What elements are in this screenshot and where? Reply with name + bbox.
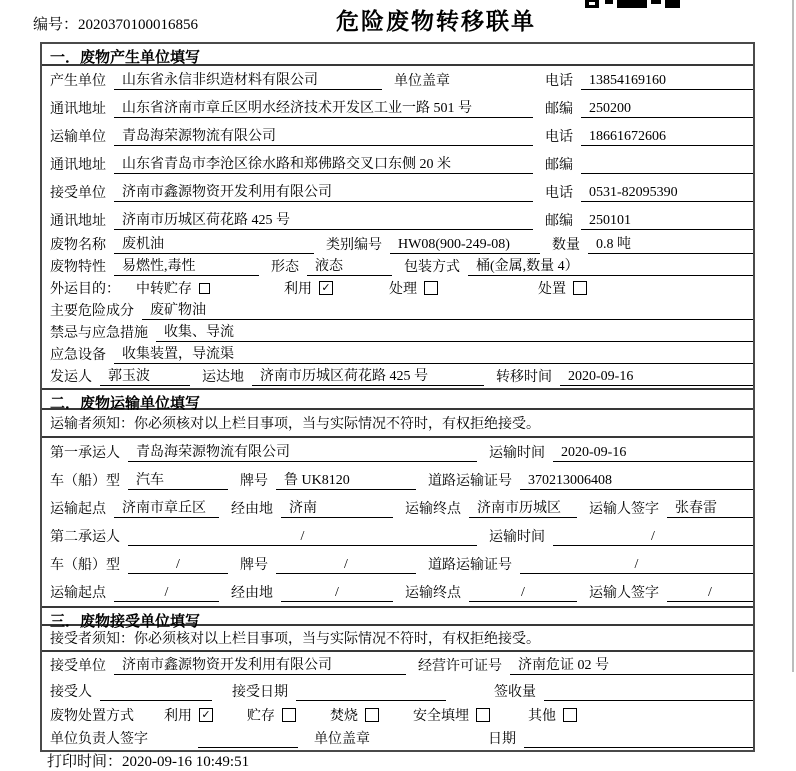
responsible-signature-value (198, 747, 298, 748)
second-carrier-label: 第二承运人 (50, 530, 120, 545)
emergency-equipment-value: 收集装置，导流渠 (114, 343, 753, 364)
section3-header: 三．废物接受单位填写 (42, 606, 753, 626)
waste-name-value: 废机油 (114, 233, 314, 254)
receive-unit-row (42, 652, 753, 678)
responsible-signature-row (42, 728, 753, 750)
unit-seal2-label: 单位盖章 (314, 732, 370, 747)
destination-value: 济南市历城区荷花路 425 号 (252, 365, 484, 386)
checkbox-checked-icon: ✓ (319, 281, 333, 295)
producer-address-row (42, 94, 753, 122)
route2-row (42, 578, 753, 606)
carrier-signature-label: 运输人签字 (589, 502, 659, 517)
road-permit2-value: / (520, 557, 753, 574)
receiver-address-row (42, 206, 753, 234)
route-start-value: 济南市章丘区 (114, 497, 219, 518)
vehicle-type2-value: / (128, 557, 228, 574)
disposal-option-store (247, 705, 296, 725)
option-label: 安全填埋 (413, 708, 469, 724)
checkbox-icon (563, 708, 577, 722)
hazardous-component-value: 废矿物油 (142, 299, 753, 320)
road-permit-value: 370213006408 (520, 473, 753, 490)
plate-number-label: 牌号 (240, 474, 268, 489)
received-quantity-label: 签收量 (494, 685, 536, 700)
transporter-unit-value: 青岛海荣源物流有限公司 (114, 125, 533, 146)
receiver-phone-value: 0531-82095390 (581, 185, 753, 202)
route2-via-label: 经由地 (231, 586, 273, 601)
first-carrier-value: 青岛海荣源物流有限公司 (128, 441, 477, 462)
second-carrier-row (42, 522, 753, 550)
receive-unit-label: 接受单位 (50, 659, 106, 674)
producer-phone-value: 13854169160 (581, 73, 753, 90)
route-end-label: 运输终点 (405, 502, 461, 517)
transporter-unit-row (42, 122, 753, 150)
vehicle-type2-label: 车（船）型 (50, 558, 120, 573)
doc-number-value: 2020370100016856 (78, 17, 199, 33)
receiver-person-row (42, 678, 753, 704)
receiver-phone-label: 电话 (545, 186, 573, 201)
transporter-address-label: 通讯地址 (50, 158, 106, 173)
option-label: 利用 (284, 282, 312, 297)
route1-row (42, 494, 753, 522)
plate-number2-value: / (276, 557, 416, 574)
transfer-purpose-row (42, 278, 753, 300)
checkbox-icon (476, 708, 490, 722)
consignor-row (42, 366, 753, 388)
destination-label: 运达地 (202, 370, 244, 385)
consignor-value: 郭玉波 (100, 365, 190, 386)
receiver-unit-row (42, 178, 753, 206)
waste-property-label: 废物特性 (50, 260, 106, 275)
option-label: 贮存 (247, 708, 275, 724)
license-number-label: 经营许可证号 (418, 659, 502, 674)
print-time-label: 打印时间： (47, 754, 123, 770)
disposal-option-utilize (164, 705, 213, 725)
receiver-address-label: 通讯地址 (50, 214, 106, 229)
route2-start-label: 运输起点 (50, 586, 106, 601)
receive-date-label: 接受日期 (232, 685, 288, 700)
transport-time2-label: 运输时间 (489, 530, 545, 545)
emergency-measures-label: 禁忌与应急措施 (50, 326, 148, 341)
receiver-unit-value: 济南市鑫源物资开发利用有限公司 (114, 181, 533, 202)
producer-unit-label: 产生单位 (50, 74, 106, 89)
route-via-label: 经由地 (231, 502, 273, 517)
receive-date-value (296, 700, 446, 701)
transporter-zip-label: 邮编 (545, 158, 573, 173)
transporter-notice: 运输者须知：你必须核对以上栏目事项，当与实际情况不符时，有权拒绝接受。 (42, 410, 753, 438)
unit-seal-label: 单位盖章 (394, 74, 450, 89)
page-edge-line (792, 0, 794, 672)
transport-time-label: 运输时间 (489, 446, 545, 461)
receiver-unit-label: 接受单位 (50, 186, 106, 201)
transport-time-value: 2020-09-16 (553, 445, 753, 462)
producer-zip-value: 250200 (581, 101, 753, 118)
transporter-unit-label: 运输单位 (50, 130, 106, 145)
print-time-value: 2020-09-16 10:49:51 (122, 754, 250, 770)
transfer-date-value: 2020-09-16 (560, 369, 753, 386)
route2-via-value: / (281, 585, 393, 602)
transporter-address-value: 山东省青岛市李沧区徐水路和郑佛路交叉口东侧 20 米 (114, 153, 533, 174)
waste-name-row (42, 234, 753, 256)
receiver-zip-value: 250101 (581, 213, 753, 230)
vehicle-type-label: 车（船）型 (50, 474, 120, 489)
hazardous-component-label: 主要危险成分 (50, 304, 134, 319)
purpose-option-transfer-storage (136, 278, 210, 298)
producer-phone-label: 电话 (545, 74, 573, 89)
waste-property-value: 易燃性,毒性 (114, 255, 259, 276)
route2-start-value: / (114, 585, 219, 602)
receive-unit-value: 济南市鑫源物资开发利用有限公司 (114, 654, 406, 675)
doc-number-label: 编号： (33, 17, 79, 33)
option-label: 中转贮存 (136, 282, 192, 297)
section2-header: 二．废物运输单位填写 (42, 388, 753, 410)
transporter-phone-value: 18661672606 (581, 129, 753, 146)
carrier-signature-value: 张春雷 (667, 497, 753, 518)
route2-end-value: / (469, 585, 577, 602)
page-title: 危险废物转移联单 (336, 9, 536, 34)
receiver-person-value (100, 700, 212, 701)
first-carrier-row (42, 438, 753, 466)
waste-name-label: 废物名称 (50, 238, 106, 253)
route-start-label: 运输起点 (50, 502, 106, 517)
packaging-label: 包装方式 (404, 260, 460, 275)
packaging-value: 桶(金属,数量 4） (468, 255, 753, 276)
producer-unit-row (42, 66, 753, 94)
hazardous-component-row (42, 300, 753, 322)
route-via-value: 济南 (281, 497, 393, 518)
emergency-measures-row (42, 322, 753, 344)
option-label: 处理 (389, 282, 417, 297)
checkbox-icon (199, 283, 210, 294)
waste-code-value: HW08(900-249-08) (390, 237, 540, 254)
transporter-address-row (42, 150, 753, 178)
second-carrier-value: / (128, 529, 477, 546)
section1-header: 一．废物产生单位填写 (42, 44, 753, 66)
route2-end-label: 运输终点 (405, 586, 461, 601)
disposal-method-label: 废物处置方式 (50, 708, 134, 724)
received-quantity-value (544, 700, 753, 701)
receiver-person-label: 接受人 (50, 685, 92, 700)
receiver-notice: 接受者须知：你必须核对以上栏目事项，当与实际情况不符时，有权拒绝接受。 (42, 626, 753, 652)
waste-quantity-value: 0.8 吨 (588, 233, 753, 254)
checkbox-icon (424, 281, 438, 295)
consignor-label: 发运人 (50, 370, 92, 385)
waste-form-label: 形态 (271, 260, 299, 275)
disposal-option-landfill (413, 705, 490, 725)
receiver-address-value: 济南市历城区荷花路 425 号 (114, 209, 533, 230)
producer-address-label: 通讯地址 (50, 102, 106, 117)
purpose-option-dispose (538, 278, 587, 298)
transfer-purpose-label: 外运目的： (50, 282, 120, 297)
waste-property-row (42, 256, 753, 278)
route-end-value: 济南市历城区 (469, 497, 577, 518)
receiver-zip-label: 邮编 (545, 214, 573, 229)
plate-number-value: 鲁 UK8120 (276, 469, 416, 490)
carrier2-signature-value: / (667, 585, 753, 602)
date-label: 日期 (488, 732, 516, 747)
producer-zip-label: 邮编 (545, 102, 573, 117)
first-carrier-label: 第一承运人 (50, 446, 120, 461)
transfer-date-label: 转移时间 (496, 370, 552, 385)
checkbox-icon (282, 708, 296, 722)
option-label: 处置 (538, 282, 566, 297)
disposal-method-row (42, 704, 753, 728)
transport-time2-value: / (553, 529, 753, 546)
purpose-option-utilize (284, 278, 333, 298)
transporter-zip-value (581, 173, 753, 174)
emergency-measures-value: 收集、导流 (156, 321, 753, 342)
road-permit-label: 道路运输证号 (428, 474, 512, 489)
responsible-signature-label: 单位负责人签字 (50, 732, 148, 747)
plate-number2-label: 牌号 (240, 558, 268, 573)
vehicle1-row (42, 466, 753, 494)
emergency-equipment-label: 应急设备 (50, 348, 106, 363)
disposal-option-incinerate (330, 705, 379, 725)
waste-form-value: 液态 (307, 255, 392, 276)
disposal-option-other (528, 705, 577, 725)
checkbox-checked-icon: ✓ (199, 708, 213, 722)
waste-code-label: 类别编号 (326, 238, 382, 253)
option-label: 焚烧 (330, 708, 358, 724)
producer-unit-value: 山东省永信非织造材料有限公司 (114, 69, 382, 90)
manifest-form (40, 42, 755, 752)
checkbox-icon (573, 281, 587, 295)
date-value (524, 747, 753, 748)
transporter-phone-label: 电话 (545, 130, 573, 145)
waste-quantity-label: 数量 (552, 238, 580, 253)
checkbox-icon (365, 708, 379, 722)
qr-code-fragment-icon (585, 0, 685, 9)
road-permit2-label: 道路运输证号 (428, 558, 512, 573)
carrier2-signature-label: 运输人签字 (589, 586, 659, 601)
vehicle2-row (42, 550, 753, 578)
license-number-value: 济南危证 02 号 (510, 654, 753, 675)
vehicle-type-value: 汽车 (128, 469, 228, 490)
option-label: 利用 (164, 708, 192, 724)
producer-address-value: 山东省济南市章丘区明水经济技术开发区工业一路 501 号 (114, 97, 533, 118)
option-label: 其他 (528, 708, 556, 724)
emergency-equipment-row (42, 344, 753, 366)
purpose-option-treat (389, 278, 438, 298)
